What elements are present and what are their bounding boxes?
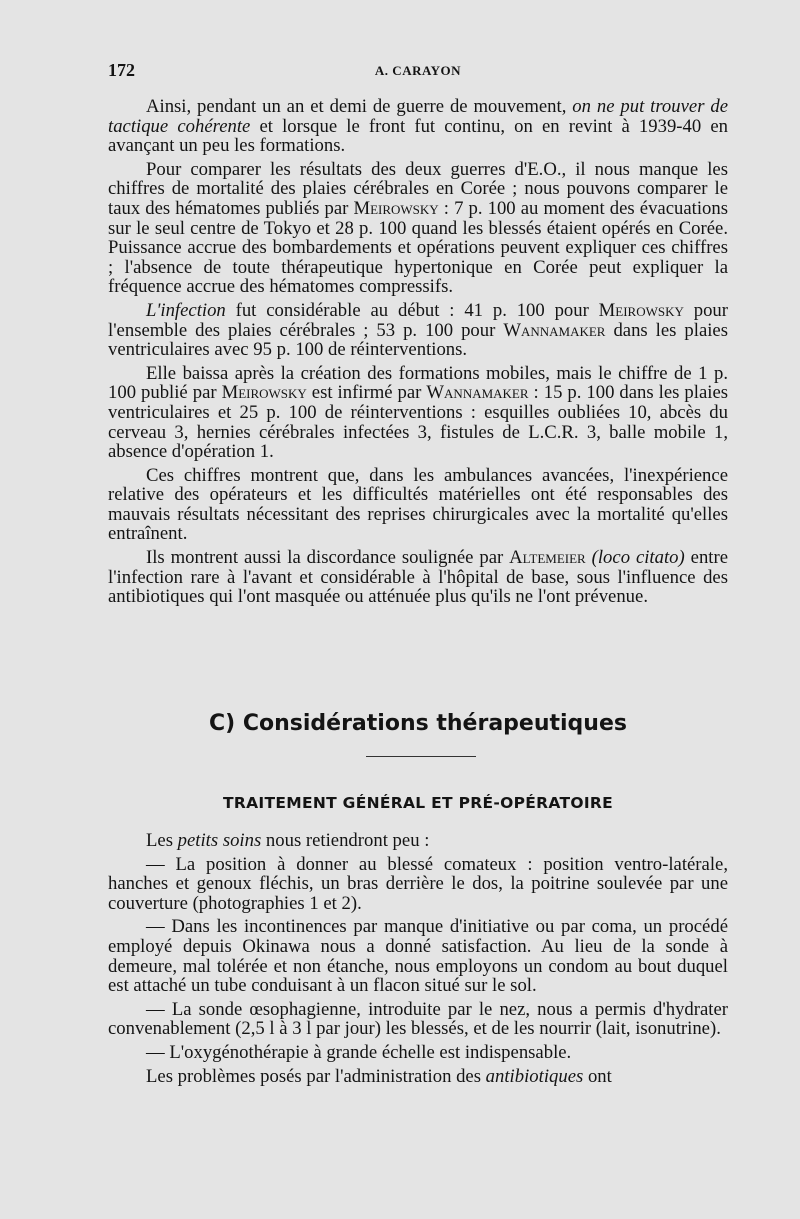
running-head: A. CARAYON (374, 63, 462, 78)
paragraph: L'infection fut considérable au début : 41 p. 100 pour Meirowsky pour l'ensemble des plaies cérébrales ; 53 p. 100 pour Wannamaker dans les plaies ventriculaires avec 95 p. 100 de réinterventions. (108, 299, 728, 361)
paragraph: Elle baissa après la création des formations mobiles, mais le chiffre de 1 p. 100 publié par Meirowsky est infirmé par Wannamaker : 15 p. 100 dans les plaies ventriculaires et 25 p. 100 de réinterventions : esquilles oubliées 10, abcès du cerveau 3, hernies cérébrales infectées 3, fistules de L.C.R. 3, balle mobile 1, absence d'opération 1. (108, 362, 729, 463)
paragraph: Les petits soins nous retiendront peu : (146, 830, 430, 851)
section-heading: C) Considérations thérapeutiques (209, 711, 627, 736)
divider (366, 756, 476, 757)
list-item: — La sonde œsophagienne, introduite par le nez, nous a permis d'hydrater convenablement (2,5 l à 3 l par jour) les blessés, et de les nourrir (lait, isonutrine). (108, 998, 728, 1040)
paragraph: Les problèmes posés par l'administration des antibiotiques ont (146, 1065, 612, 1087)
page-number: 172 (108, 60, 135, 80)
list-item: — L'oxygénothérapie à grande échelle est indispensable. (146, 1041, 572, 1063)
paragraph: Ainsi, pendant un an et demi de guerre de mouvement, on ne put trouver de tactique cohérente et lorsque le front fut continu, on en revint à 1939-40 en avançant un peu les formations. (108, 96, 728, 157)
paragraph: Ils montrent aussi la discordance soulignée par Altemeier (loco citato) entre l'infection rare à l'avant et considérable à l'hôpital de base, sous l'influence des antibiotiques qui l'ont masquée ou atténuée plus qu'ils ne l'ont prévenue. (108, 547, 728, 608)
list-item: — Dans les incontinences par manque d'initiative ou par coma, un procédé employé depuis Okinawa nous a donné satisfaction. Au lieu de la sonde à demeure, mal tolérée et non étanche, nous employons un condom au bout duquel est attaché un tube conduisant à un flacon situé sur le sol. (108, 916, 728, 997)
body-text-top (108, 97, 728, 607)
page-header (108, 60, 728, 88)
list-item: — La position à donner au blessé comateux : position ventro-latérale, hanches et genoux fléchis, un bras derrière le dos, la poitrine soulevée par une couverture (photographies 1 et 2). (108, 853, 728, 914)
paragraph: Ces chiffres montrent que, dans les ambulances avancées, l'inexpérience relative des opérateurs et les difficultés matérielles ont été responsables des mauvais résultats nécessitant des reprises chirurgicales avec la mortalité qu'elles entraînent. (108, 464, 728, 545)
subheading: TRAITEMENT GÉNÉRAL ET PRÉ-OPÉRATOIRE (222, 794, 614, 812)
body-text-bottom (108, 831, 728, 1086)
paragraph: Pour comparer les résultats des deux guerres d'E.O., il nous manque les chiffres de mortalité des plaies cérébrales en Corée ; nous pouvons comparer le taux des hématomes publiés par Meirowsky : 7 p. 100 au moment des évacuations sur le seul centre de Tokyo et 28 p. 100 quand les blessés étaient opérés en Corée. Puissance accrue des bombardements et opérations peuvent expliquer ces chiffres ; l'absence de toute thérapeutique hypertonique en Corée peut expliquer la fréquence accrue des hématomes compressifs. (108, 158, 728, 298)
